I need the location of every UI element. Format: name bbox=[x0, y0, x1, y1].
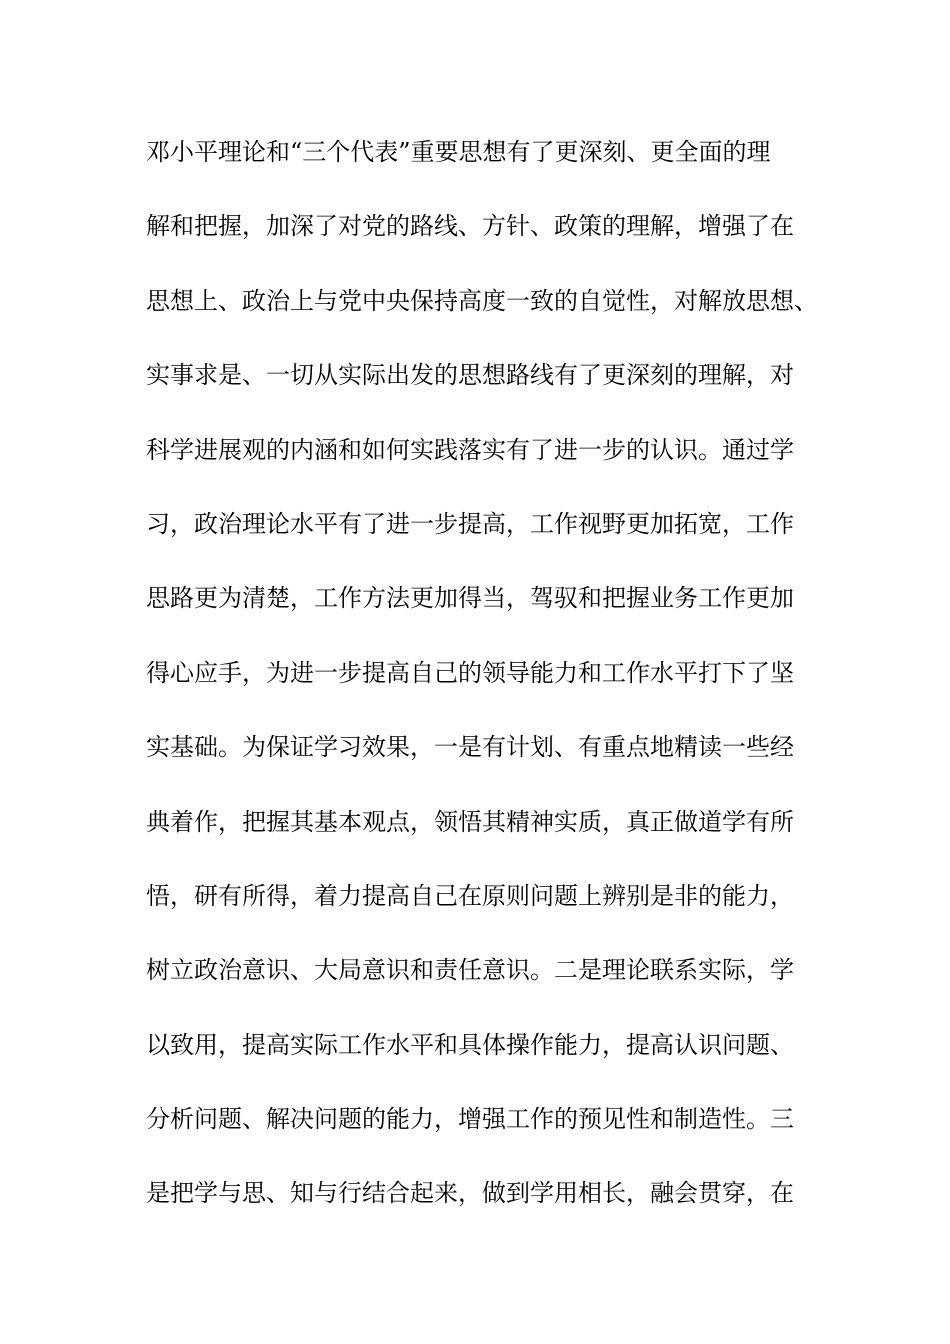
text-line-2: 解和把握，加深了对党的路线、方针、政策的理解，增强了在 bbox=[146, 212, 794, 241]
text-line-8: 得心应手，为进一步提高自己的领导能力和工作水平打下了坚 bbox=[146, 658, 794, 687]
text-line-11: 悟，研有所得，着力提高自己在原则问题上辨别是非的能力， bbox=[146, 881, 794, 910]
text-line-12: 树立政治意识、大局意识和责任意识。二是理论联系实际，学 bbox=[146, 956, 794, 985]
text-line-10: 典着作，把握其基本观点，领悟其精神实质，真正做道学有所 bbox=[146, 807, 794, 836]
text-line-7: 思路更为清楚，工作方法更加得当，驾驭和把握业务工作更加 bbox=[146, 584, 794, 613]
body-paragraph bbox=[146, 131, 836, 1247]
text-line-15: 是把学与思、知与行结合起来，做到学用相长，融会贯穿，在 bbox=[146, 1179, 794, 1208]
text-line-6: 习，政治理论水平有了进一步提高，工作视野更加拓宽，工作 bbox=[146, 509, 794, 538]
text-line-9: 实基础。为保证学习效果，一是有计划、有重点地精读一些经 bbox=[146, 733, 794, 762]
text-line-1: 邓小平理论和“三个代表”重要思想有了更深刻、更全面的理 bbox=[146, 138, 771, 166]
text-line-14: 分析问题、解决问题的能力，增强工作的预见性和制造性。三 bbox=[146, 1105, 794, 1134]
text-line-3: 思想上、政治上与党中央保持高度一致的自觉性，对解放思想、 bbox=[146, 286, 818, 315]
text-line-13: 以致用，提高实际工作水平和具体操作能力，提高认识问题、 bbox=[146, 1030, 794, 1059]
text-line-5: 科学进展观的内涵和如何实践落实有了进一步的认识。通过学 bbox=[146, 435, 794, 464]
text-line-4: 实事求是、一切从实际出发的思想路线有了更深刻的理解，对 bbox=[146, 361, 794, 390]
